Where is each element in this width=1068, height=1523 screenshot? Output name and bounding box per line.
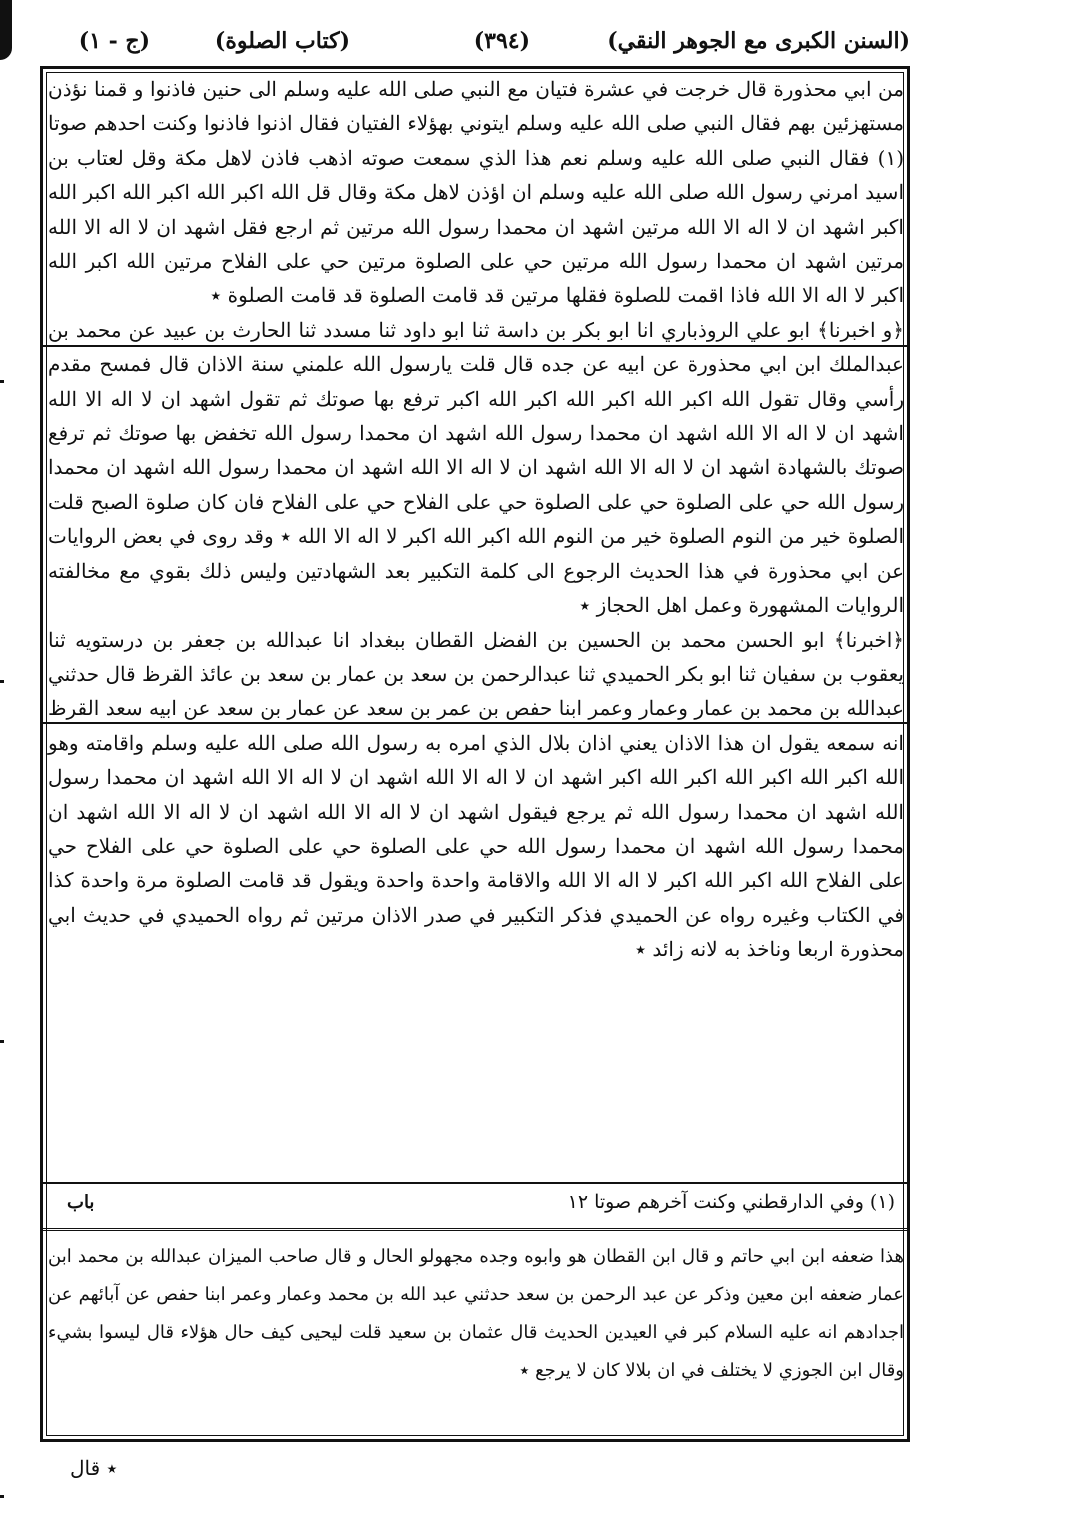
chapter-title: (كتاب الصلوة)	[214, 28, 350, 54]
footnote-reference: (١) وفي الدارقطني وكنت آخرهم صوتا ١٢	[567, 1191, 895, 1213]
running-header	[50, 26, 910, 66]
book-title: (السنن الكبرى مع الجوهر النقي)	[607, 28, 910, 54]
footnote-bar	[43, 1182, 907, 1231]
paragraph-3: ﴿اخبرنا﴾ ابو الحسن محمد بن الحسين بن الفضل القطان ببغداد انا عبدالله بن جعفر بن درستويه ثنا يعقوب بن سفيان ثنا ابو بكر الحميدي ثنا عبدالرحمن بن سعد بن عمار بن سعد بن عائذ القرظ قال حدثني عبدالله بن محمد بن عمار وعمار وعمر ابنا حفص بن عمر بن سعد عن عمار بن سعد عن ابيه سعد القرظ انه سمعه يقول ان هذا الاذان يعني اذان بلال الذي امره به رسول الله صلى الله عليه وسلم واقامته وهو الله اكبر الله اكبر الله اكبر الله اكبر اشهد ان لا اله الا الله اشهد ان لا اله الا الله اشهد ان محمدا رسول الله اشهد ان محمدا رسول الله ثم يرجع فيقول اشهد ان لا اله الا الله اشهد ان لا اله الا الله اشهد ان محمدا رسول الله اشهد ان محمدا رسول الله حي على الصلوة حي على الصلوة حي على الفلاح حي على الفلاح الله اكبر الله اكبر لا اله الا الله والاقامة واحدة واحدة ويقول قد قامت الصلوة مرة واحدة كذا في الكتاب وغيره رواه عن الحميدي فذكر التكبير في صدر الاذان مرتين ثم رواه الحميدي في حديث ابي محذورة اربعا وناخذ به لانه زائد ٭	[48, 627, 905, 962]
paragraph-divider	[43, 345, 907, 347]
main-text	[48, 72, 904, 1172]
edge-mark	[0, 380, 4, 383]
catchword: ٭ قال	[70, 1456, 118, 1480]
commentary-notes: هذا ضعفه ابن ابي حاتم و قال ابن القطان هو وابوه وجده مجهولو الحال و قال صاحب الميزان عبدالله بن محمد ابن عمار ضعفه ابن معين وذكر عن عبد الرحمن بن سعد حدثني عبد الله بن محمد وعمار وعمر ابنا حفص عن آبائهم عن اجدادهم انه عليه السلام كبر في العيدين الحديث قال عثمان بن سعيد قلت ليحيى كيف حال هؤلاء قال ليسوا بشيء وقال ابن الجوزي لا يختلف في ان بلالا كان لا يرجع ٭	[48, 1246, 904, 1381]
edge-mark	[0, 1495, 4, 1498]
page-binding-edge	[0, 0, 12, 60]
paragraph-1: من ابي محذورة قال خرجت في عشرة فتيان مع النبي صلى الله عليه وسلم الى حنين فاذنوا و قمنا نؤذن مستهزئين بهم فقال النبي صلى الله عليه وسلم ايتوني بهؤلاء الفتيان فقال اذنوا فاذنوا وكنت احدهم صوتا (١) فقال النبي صلى الله عليه وسلم نعم هذا الذي سمعت صوته اذهب فاذن لاهل مكة وقل لعتاب بن اسيد امرني رسول الله صلى الله عليه وسلم ان اؤذن لاهل مكة وقال قل الله اكبر الله اكبر الله اكبر الله اكبر اشهد ان لا اله الا الله مرتين اشهد ان محمدا رسول الله مرتين ثم ارجع فقل اشهد ان لا اله الا الله مرتين اشهد ان محمدا رسول الله مرتين حي على الصلوة مرتين حي على الفلاح مرتين الله اكبر الله اكبر لا اله الا الله فاذا اقمت للصلوة فقلها مرتين قد قامت الصلوة قد قامت الصلوة ٭	[48, 77, 904, 308]
page-number: (٣٩٤)	[473, 28, 530, 54]
volume-number: (ج - ١)	[78, 28, 150, 54]
paragraph-divider	[43, 722, 907, 724]
edge-mark	[0, 680, 4, 683]
bab-label: باب	[67, 1192, 95, 1213]
paragraph-2: ﴿و اخبرنا﴾ ابو علي الروذباري انا ابو بكر بن داسة ثنا ابو داود ثنا مسدد ثنا الحارث بن عبيد عن محمد بن عبدالملك ابن ابي محذورة عن ابيه عن جده قال قلت يارسول الله علمني سنة الاذان قال فمسح مقدم رأسي وقال تقول الله اكبر الله اكبر الله اكبر الله اكبر ترفع بها صوتك ثم تقول اشهد ان لا اله الا الله اشهد ان لا اله الا الله اشهد ان محمدا رسول الله اشهد ان محمدا رسول الله تخفض بها صوتك ثم ترفع صوتك بالشهادة اشهد ان لا اله الا الله اشهد ان لا اله الا الله اشهد ان محمدا رسول الله اشهد ان محمدا رسول الله حي على الصلوة حي على الصلوة حي على الفلاح حي على الفلاح فان كان صلوة الصبح قلت الصلوة خير من النوم الصلوة خير من النوم الله اكبر الله اكبر لا اله الا الله ٭ وقد روى في بعض الروايات عن ابي محذورة في هذا الحديث الرجوع الى كلمة التكبير بعد الشهادتين وليس ذلك بقوي مع مخالفته الروايات المشهورة وعمل اهل الحجاز ٭	[48, 317, 904, 618]
edge-mark	[0, 1040, 4, 1043]
